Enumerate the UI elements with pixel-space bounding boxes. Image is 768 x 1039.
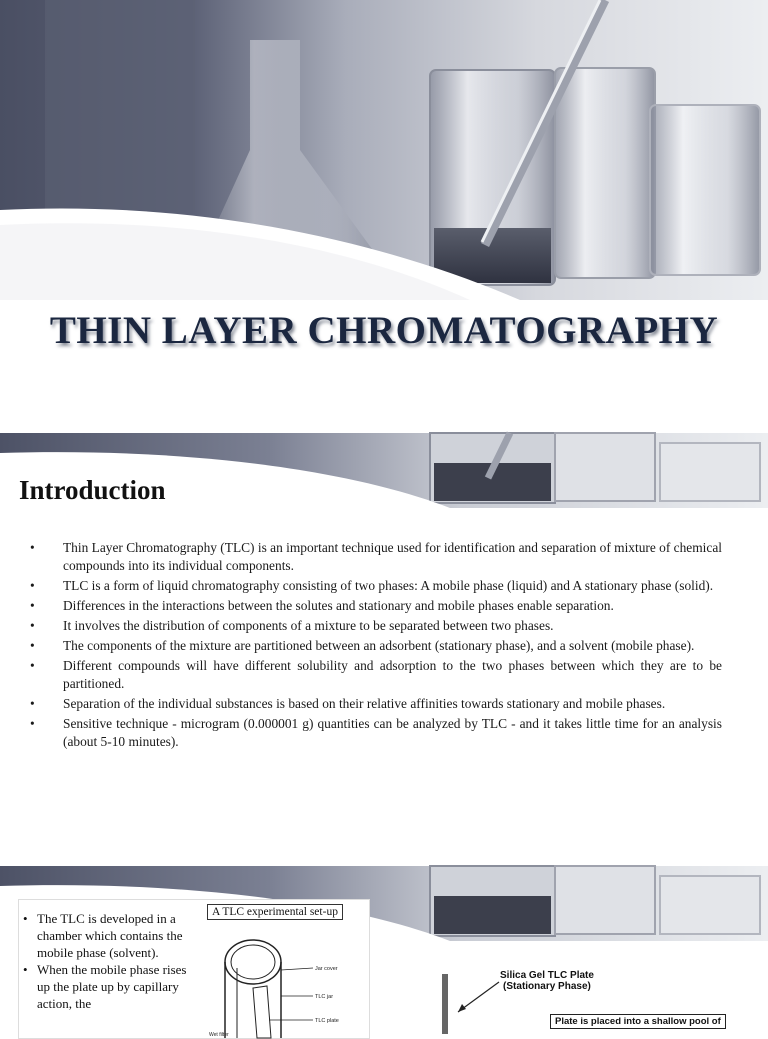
bullet-list	[30, 539, 722, 753]
bullet-icon: •	[30, 696, 35, 711]
tlc-jar-label: TLC jar	[315, 994, 334, 1000]
list-item: • TLC is a form of liquid chromatography consisting of two phases: A mobile phase (liquid) and A stationary phase (solid).	[30, 578, 714, 593]
wet-filter-label: Wet filter	[209, 1032, 229, 1038]
list-item: • Different compounds will have different solubility and adsorption to the two phases between which they are to be partitioned.	[30, 658, 722, 691]
list-item: • The components of the mixture are partitioned between an adsorbent (stationary phase), and a solvent (mobile phase).	[30, 638, 695, 653]
slide-heading: Introduction	[19, 475, 166, 505]
slide-gap	[0, 412, 768, 433]
presentation-title: THIN LAYER CHROMATOGRAPHY	[49, 309, 719, 352]
list-item: • Thin Layer Chromatography (TLC) is an important technique used for identification and separation of mixture of chemical compounds into its individual components.	[30, 540, 722, 573]
tlc-jar-diagram	[209, 928, 365, 1038]
plate-label: Silica Gel TLC Plate (Stationary Phase)	[500, 970, 594, 992]
bullet-icon: •	[30, 658, 35, 673]
bullet-icon: •	[23, 911, 28, 926]
lab-glassware-photo	[0, 0, 768, 300]
tlc-plate-label: TLC plate	[315, 1018, 339, 1024]
list-item: • When the mobile phase rises up the plate up by capillary action, the	[23, 962, 187, 1011]
silica-plate-panel	[384, 964, 736, 1034]
bullet-icon: •	[23, 962, 28, 977]
bullet-icon: •	[30, 638, 35, 653]
tlc-setup-panel	[18, 899, 370, 1039]
list-item: • The TLC is developed in a chamber which contains the mobile phase (solvent).	[23, 911, 183, 960]
slide-introduction	[0, 433, 768, 845]
plate-note: Plate is placed into a shallow pool of	[550, 1014, 726, 1029]
bullet-list	[23, 910, 195, 1012]
list-item: • Sensitive technique - microgram (0.000001 g) quantities can be analyzed by TLC - and it takes little time for an analysis (about 5-10 minutes).	[30, 716, 722, 749]
jar-cover-label: Jar cover	[315, 966, 338, 972]
slide-tlc-setup	[0, 866, 768, 1038]
slide-gap	[0, 845, 768, 866]
bullet-icon: •	[30, 578, 35, 593]
bullet-icon: •	[30, 598, 35, 613]
slide-title	[0, 0, 768, 412]
bullet-icon: •	[30, 618, 35, 633]
list-item: • Separation of the individual substances is based on their relative affinities towards stationary and mobile phases.	[30, 696, 666, 711]
setup-caption: A TLC experimental set-up	[207, 904, 343, 920]
bullet-icon: •	[30, 540, 35, 555]
list-item: • Differences in the interactions between the solutes and stationary and mobile phases enable separation.	[30, 598, 614, 613]
bullet-icon: •	[30, 716, 35, 731]
list-item: • It involves the distribution of components of a mixture to be separated between two phases.	[30, 618, 554, 633]
